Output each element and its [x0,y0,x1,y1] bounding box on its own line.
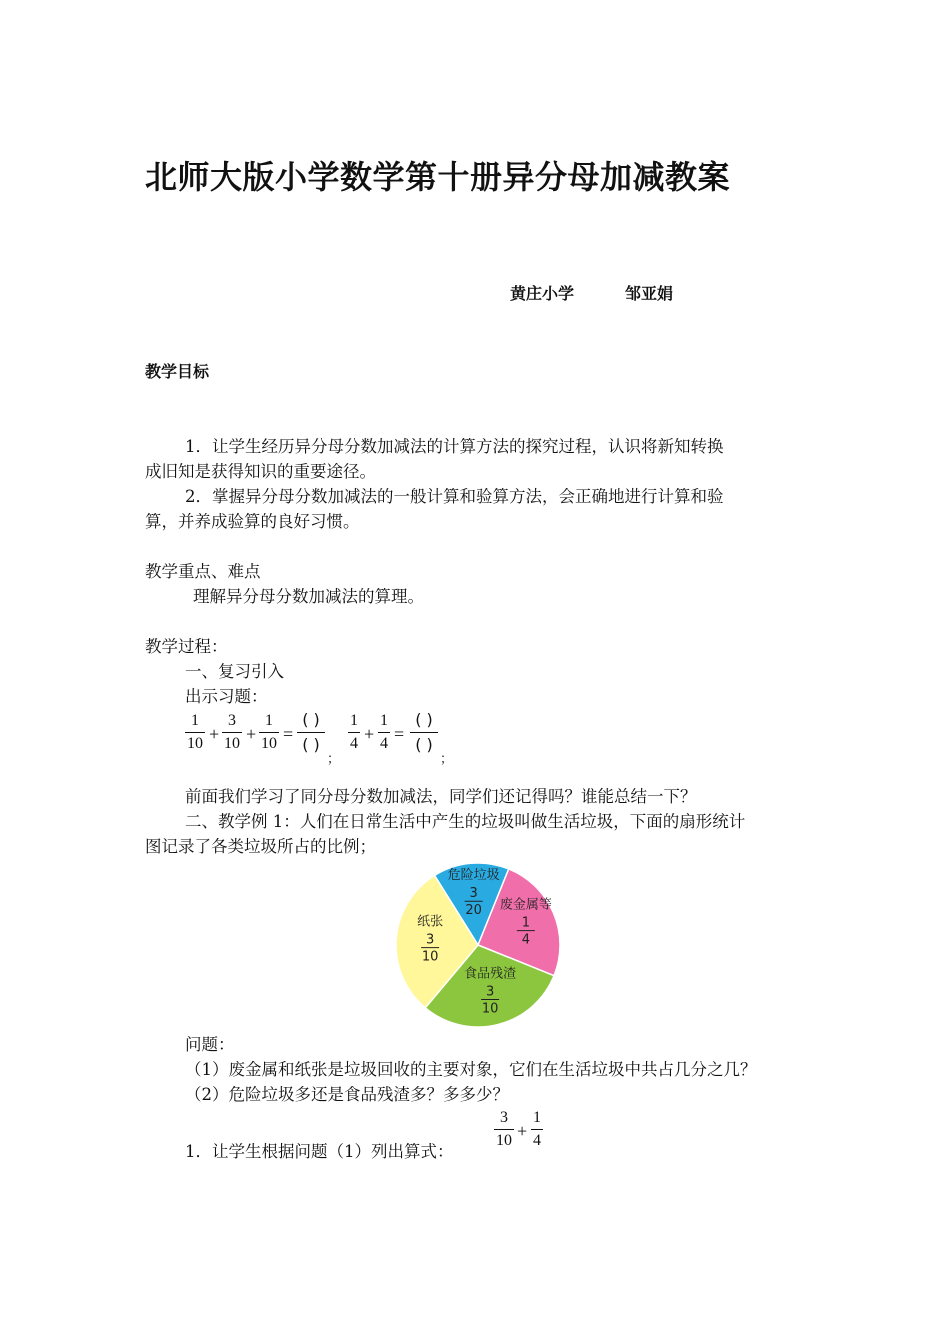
objective-2-line1: 2．掌握异分母分数加减法的一般计算和验算方法，会正确地进行计算和验 [185,487,724,506]
document-title: 北师大版小学数学第十册异分母加减教案 [145,158,731,196]
blank-fraction: ( ) ( ) [297,710,325,755]
question-2: （2）危险垃圾多还是食品残渣多？多多少？ [185,1085,509,1104]
pie-slice-denominator: 4 [521,932,531,948]
review-text: 前面我们学习了同分母分数加减法，同学们还记得吗？谁能总结一下？ [185,787,697,806]
pie-slice-label: 食品残渣 [464,966,517,982]
semicolon: ； [440,752,454,767]
fraction: 3 10 [224,712,240,752]
fraction: 1 4 [350,712,358,752]
pie-slice-label: 纸张 [417,914,444,930]
plus-sign: + [246,724,257,744]
objectives-heading: 教学目标 [145,362,210,381]
pie-slice-numerator: 1 [521,915,531,931]
pie-slice-numerator: 3 [469,886,478,902]
fraction: 3 10 [496,1109,512,1149]
equals-sign: = [283,724,294,744]
section-2-line2: 图记录了各类垃圾所占的比例； [145,837,376,856]
fraction: 1 10 [261,712,277,752]
fraction: 1 10 [187,712,203,752]
step-1: 1．让学生根据问题（1）列出算式： [185,1142,454,1161]
semicolon: ； [327,752,341,767]
exercise-label: 出示习题： [185,687,268,706]
fraction: 1 4 [533,1109,541,1149]
objective-1-line1: 1．让学生经历异分母分数加减法的计算方法的探究过程，认识将新知转换 [185,437,724,456]
equals-sign: = [394,724,405,744]
plus-sign: + [517,1121,528,1141]
key-points-text: 理解异分母分数加减法的算理。 [193,587,424,606]
pie-slice-numerator: 3 [485,984,495,1000]
pie-slice-denominator: 20 [465,903,482,919]
author-school: 黄庄小学 [510,284,575,303]
key-points-heading: 教学重点、难点 [145,562,261,581]
section-2-line1: 二、教学例 1：人们在日常生活中产生的垃圾叫做生活垃圾，下面的扇形统计 [185,812,746,831]
objective-1-line2: 成旧知是获得知识的重要途径。 [145,462,376,481]
plus-sign: + [364,724,375,744]
pie-chart [388,855,568,1035]
section-1-title: 一、复习引入 [185,662,284,681]
pie-slice-denominator: 10 [421,949,439,965]
blank-fraction: ( ) ( ) [410,710,438,755]
pie-slice-label: 废金属等 [499,897,552,913]
process-heading: 教学过程： [145,637,228,656]
questions-label: 问题： [185,1035,235,1054]
pie-slice-label: 危险垃圾 [447,868,500,884]
author-name: 邹亚娟 [625,284,674,303]
pie-slice-numerator: 3 [425,932,435,948]
pie-slice-denominator: 10 [481,1001,499,1017]
question-1: （1）废金属和纸张是垃圾回收的主要对象，它们在生活垃圾中共占几分之几？ [185,1060,757,1079]
fraction: 1 4 [380,712,388,752]
objective-2-line2: 算，并养成验算的良好习惯。 [145,512,360,531]
plus-sign: + [209,724,220,744]
